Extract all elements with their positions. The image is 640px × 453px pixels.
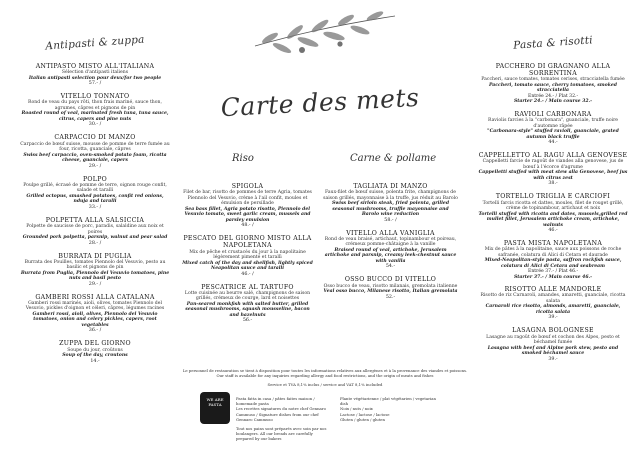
menu-item: POLPO Poulpe grillé, écrasé de pomme de terre, oignon rouge confit, salade et tarallì Grilled octopus, smashed potatoes, confit red onions, nduja and taralli 33.- /	[23, 175, 167, 210]
menu-item: PACCHERO DI GRAGNANO ALLA SORRENTINA Paccheri, sauce tomates, tomates cerises, stracciatella fumée Paccheri, tomato sauce, cherry tomatoes, smoked stracciatella Entrée 24.- / Plat 32.- Starter 24.- / Main course 32.-	[481, 63, 625, 105]
section-heading-carne: Carne & pollame	[350, 153, 437, 164]
menu-item: SPIGOLA Filet de bar, risotto de pommes de terre Agria, tomates Piennolo del Vesuvio, crème à l'ail confit, moules et émulsion de persillade Sea bass fillet, Agria potato risotto, Piennolo del Vesuvio tomato, sweet garlic cream, mussels and parsley emulsion 48.- /	[183, 183, 312, 229]
menu-item: GAMBERI ROSSI ALLA CATALANA Gamberi rossi marinés, aioli, olives, tomates Piennolo del Vesuvio, pickles d'oignon et céleri, câpres, légumes racines Gamberi rossi, aioli, olives, Piennolo del Vesuvio tomatoes, onion and celery pickles, capers, root vegetables 36.- /	[25, 293, 165, 334]
menu-item: OSSO BUCCO DI VITELLO Osso bucco de veau, risotto milanais, gremolata italienne Veal osso bucco, Milanese risotto, Italian gremolata 52.-	[323, 276, 458, 300]
menu-item: CARPACCIO DI MANZO Carpaccio de bœuf suisse, mousse de pomme de terre fumée au four, ricotta, guanciale, câpres Swiss beef carpaccio, oven-smoked potato foam, ricotta cheese, guanciale, capers 29.- /	[20, 134, 170, 169]
section-heading-riso: Riso	[232, 153, 254, 164]
antipasti-column	[20, 0, 170, 371]
menu-item: LASAGNA BOLOGNESE Lasagne au ragoût de bœuf et cochon des Alpes, pesto et béchamel fumée Lasagna with beef and Alpine pork stew, pesto and smoked béchamel sauce 39.-	[486, 327, 620, 362]
menu-item: POLPETTA ALLA SALSICCIA Polpette de saucisse de porc, paradis, salaldine aux noix et poires Grounded pork polpetta, parsnip, walnut and pear salad 28.- /	[22, 216, 168, 246]
legend-left: Pasta fatta in casa / pâtes faites maison / homemade pasta Les recettes signatures du notre chef Gennaro Cammuso / Signature dishes from our chef Gennaro Cammuso Tout nos pains sont préparés avec soin par nos boulangers. All our breads are carefully prepared by our bakers	[236, 396, 327, 442]
menu-item: TORTELLO TRIGLIA E CARCIOFI Tortelli farcis ricotta et dattes, moules, filet de rouget grillé, crème de topinambour, artichaut et noix Tortelli stuffed with ricotta and dates, mussels,grilled red mullet fillet, Jerusalem artichoke cream, artichoke, walnuts 46.-	[478, 193, 628, 234]
menu-item: PESCATRICE AL TARTUFO Lotte cuisinée au beurre salé, champignons de saison grillés, crémeux de courge, lard et noisettes Pan-seared monkfish with salted butter, grilled seasonal mushrooms, squash mousseline, bacon and hazelnuts 56.-	[184, 283, 311, 324]
menu-item: CAPPELLETTO AL RAGU ALLA GENOVESE Cappelletti farcie de ragoût de viandes alla genovese, jus de bœuf à l'écorce d'agrume Cappelletti stuffed with meat stew alla Genovese, beef jus with citrus zest 38.-	[478, 152, 628, 187]
menu-item: BURRATA DI PUGLIA Burrata des Pouilles, tomates Piennolo del Vesuvio, pesto au basilic et pignons de pin Burrata from Puglia, Piennolo del Vesuvio tomatoes, pine nuts and basil pesto 29.- /	[20, 252, 170, 287]
section-heading-antipasti: Antipasti & zuppa	[45, 33, 145, 53]
section-heading-pasta: Pasta & risotti	[512, 34, 594, 52]
menu-item: VITELLO ALLA VANIGLIA Rond de veau braisé, artichaut, topinambour et poireau, crémeux pomme-châtaigne à la vanille Braised round of veal, artichoke, Jerusalem artichoke and parsnip, creamy leek-chestnut sauce with vanilla 54.-	[324, 229, 457, 270]
restaurant-logo: WE ARE PASTA	[200, 392, 230, 424]
fish-column	[180, 183, 315, 330]
menu-item: ANTIPASTO MISTO ALL'ITALIANA Sélection d'antipasti italiens Italian antipasti selection pour deux/for two people 57.- /	[28, 63, 162, 87]
olive-branch-illustration	[250, 6, 400, 66]
menu-item: VITELLO TONNATO Rond de veau du pays rôti, thon frais mariné, sauce thon, agrumes, câpres et pignons de pin Roasted round of veal, marinated fresh tuna, tuna sauce, citrus, capers and pine nuts 30.- /	[21, 93, 169, 128]
page-title: Carte des mets	[220, 82, 420, 123]
menu-item: PASTA MISTA NAPOLETANA Mix de pâtes à la napolitaine, sauce aux poissons de roche safranée, colatura di Alici di Cetara et daurade Mixed-Neapolitan-style pasta, saffron rockfish sauce, colatura di Alici di Cetara and seabream Entrée 37.- / Plat 46.- Starter 37.- / Main course 46.-	[484, 240, 622, 280]
service-notice: Service et TVA 8,1% inclus / service and VAT 8,1% included	[267, 382, 383, 387]
menu-item: RAVIOLI CARBONARA Raviolis farcies à la "carbonara", guanciale, truffe noire d'automne râpée "Carbonara-style" stuffed ravioli, guanciale, grated autumn black truffle 44.-	[487, 110, 619, 146]
allergy-notice: Le personnel de restauration se tient à disposition pour toutes les informations relatives aux allergènes et à la provenance des viandes et poissons. Our staff is available for any inquiries regarding allergy and food restrictions, and the origin of meats and fishes	[182, 368, 468, 378]
menu-item: RISOTTO ALLE MANDORLE Risotto de riz Carnaroli, amandes, amaretti, guanciale, ricotta salata Carnaroli rice risotto, almonds, amaretti, guanciale, ricotta salata 39.-	[480, 286, 626, 321]
legend-right: Plante végétarienne / plat végétarien / vegetarian dish Noix / nuts / noix Lactose / lactose / lactose Gluten / gluten / gluten	[340, 396, 436, 422]
menu-item: TAGLIATA DI MANZO Faux-filet de bœuf suisse, polenta frite, champignons de saison grillés, mayonnaise à la truffe, jus réduit au Barolo Swiss beef sirloin steak, fried polenta, grilled seasonal mushrooms, truffle mayonnaise and Barolo wine reduction 58.- /	[323, 183, 458, 223]
meat-column	[323, 183, 458, 307]
menu-item: ZUPPA DEL GIORNO Soupe du jour, croûtons Soup of the day, croutons 14.-	[59, 340, 131, 364]
pasta-column	[478, 0, 628, 369]
menu-item: PESCATO DEL GIORNO MISTO ALLA NAPOLETANA Mix de pêche et crustacés du jour à la napolitaine légèrement pimenté et tarallì Mixed catch of the day and shellfish, lightly spiced Neapolitan sauce and taralli 46.- /	[182, 235, 313, 277]
